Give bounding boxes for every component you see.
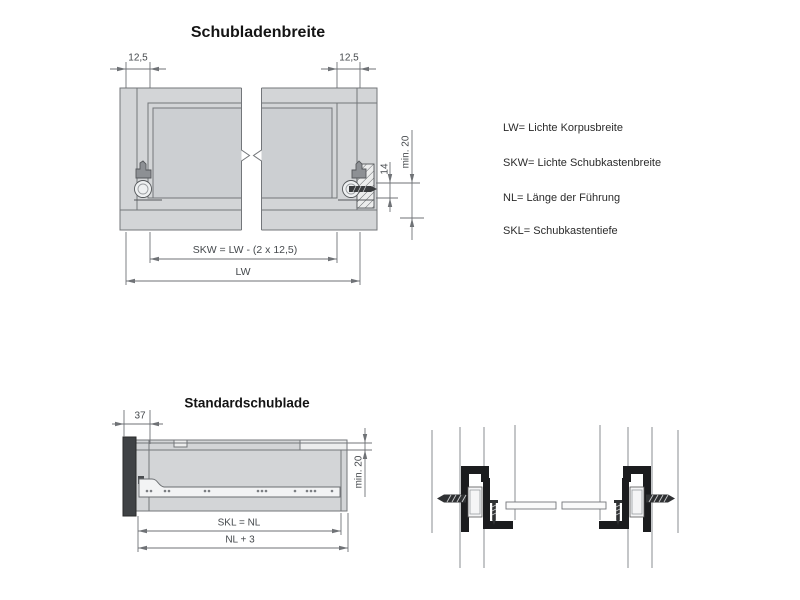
dim-skl-formula: SKL = NL bbox=[217, 517, 261, 529]
mounting-cross-section bbox=[432, 425, 678, 568]
screw-horizontal-right bbox=[646, 495, 675, 503]
dim-nl-formula: NL + 3 bbox=[225, 534, 255, 546]
dim-min-20-top: min. 20 bbox=[400, 135, 412, 169]
top-diagram-title: Schubladenbreite bbox=[190, 24, 326, 41]
dim-lw: LW bbox=[235, 266, 251, 278]
legend-skl: SKL= Schubkastentiefe bbox=[503, 225, 618, 237]
legend-lw: LW= Lichte Korpusbreite bbox=[503, 122, 623, 134]
dim-min-20-bottom: min. 20 bbox=[353, 455, 365, 489]
dim-front-offset: 37 bbox=[134, 410, 146, 422]
drawer-front-panel bbox=[123, 437, 136, 516]
slide-roller-left bbox=[135, 181, 152, 198]
dim-left-offset: 12,5 bbox=[128, 52, 148, 64]
bracket-right bbox=[599, 466, 651, 532]
screw-horizontal-left bbox=[437, 495, 466, 503]
drawer-bottom-panel-left bbox=[506, 502, 556, 509]
legend-skw: SKW= Lichte Schubkastenbreite bbox=[503, 157, 662, 169]
bottom-diagram-title: Standardschublade bbox=[184, 395, 310, 411]
mounting-screw-right bbox=[349, 186, 377, 192]
break-line bbox=[242, 87, 262, 231]
dim-height-14: 14 bbox=[379, 163, 391, 175]
dim-skw-formula: SKW = LW - (2 x 12,5) bbox=[192, 244, 298, 256]
standard-drawer-side-view bbox=[123, 437, 372, 516]
drawer-side-body bbox=[136, 440, 347, 511]
legend-nl: NL= Länge der Führung bbox=[503, 192, 621, 204]
bracket-left bbox=[461, 466, 513, 532]
dim-right-offset: 12,5 bbox=[339, 52, 359, 64]
drawer-bottom-panel-right bbox=[562, 502, 606, 509]
